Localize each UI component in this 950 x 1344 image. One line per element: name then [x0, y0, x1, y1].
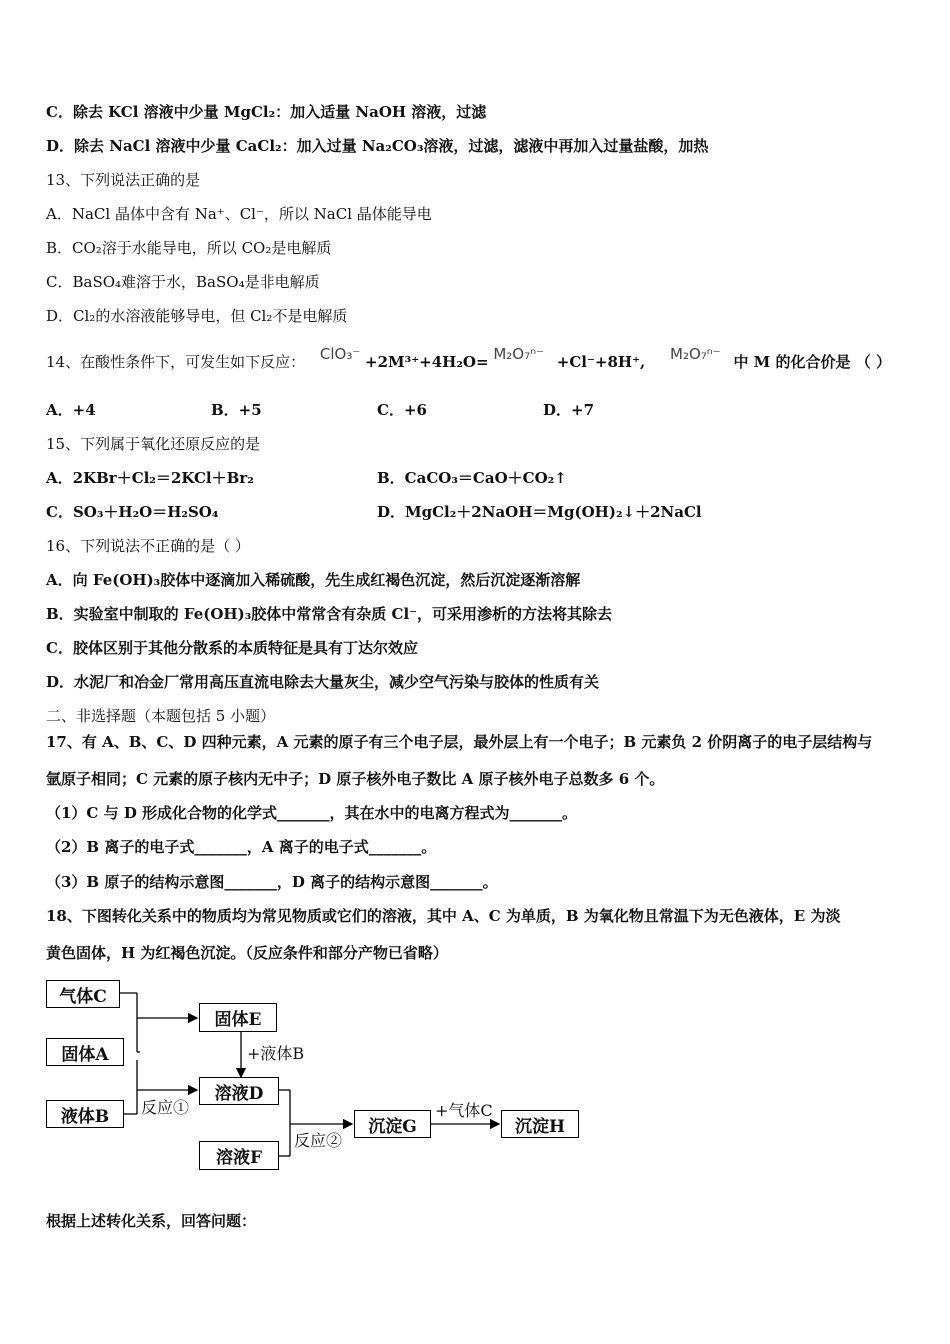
q16-option-a: A．向 Fe(OH)₃胶体中逐滴加入稀硫酸，先生成红褐色沉淀，然后沉淀逐渐溶解: [46, 571, 581, 589]
label-reaction-1: 反应①: [141, 1098, 190, 1117]
q15-option-a: A．2KBr＋Cl₂＝2KCl＋Br₂: [46, 469, 254, 487]
q14-m2o7-second: M₂O₇ⁿ⁻: [670, 345, 721, 363]
q14-m2o7: M₂O₇ⁿ⁻: [493, 345, 544, 363]
q14-suffix: 中 M 的化合价是 （ ）: [733, 353, 891, 371]
node-precip-h: 沉淀H: [501, 1110, 579, 1138]
q15-stem: 15、下列属于氧化还原反应的是: [46, 435, 261, 453]
q15-option-c: C．SO₃＋H₂O＝H₂SO₄: [46, 503, 219, 521]
node-precip-g: 沉淀G: [354, 1110, 431, 1138]
q17-part2: （2）B 离子的电子式_______，A 离子的电子式_______。: [46, 838, 437, 856]
q13-option-b: B．CO₂溶于水能导电，所以 CO₂是电解质: [46, 239, 332, 257]
node-gas-c: 气体C: [46, 980, 120, 1008]
q13-option-a: A．NaCl 晶体中含有 Na⁺、Cl⁻，所以 NaCl 晶体能导电: [46, 205, 432, 223]
q14-option-d: D．+7: [543, 401, 595, 419]
q16-option-d: D．水泥厂和冶金厂常用高压直流电除去大量灰尘，减少空气污染与胶体的性质有关: [46, 673, 600, 691]
q16-option-b: B．实验室中制取的 Fe(OH)₃胶体中常常含有杂质 Cl⁻，可采用渗析的方法将其除去: [46, 605, 613, 623]
q16-option-c: C．胶体区别于其他分散系的本质特征是具有丁达尔效应: [46, 639, 418, 657]
q14-option-a: A．+4: [46, 401, 96, 419]
label-reaction-2: 反应②: [294, 1131, 343, 1150]
label-plus-gas-c: +气体C: [435, 1101, 493, 1120]
q12-option-c: C．除去 KCl 溶液中少量 MgCl₂：加入适量 NaOH 溶液，过滤: [46, 103, 487, 121]
q14-mid1: +2M³⁺+4H₂O=: [365, 353, 489, 371]
node-solution-d: 溶液D: [199, 1077, 279, 1105]
q14-clo3: ClO₃⁻: [319, 345, 361, 363]
q14-option-b: B．+5: [211, 401, 262, 419]
q17-stem-line2: 氩原子相同；C 元素的原子核内无中子；D 原子核外电子数比 A 原子核外电子总数多 6 个。: [46, 770, 665, 788]
q18-question: 根据上述转化关系，回答问题：: [46, 1212, 257, 1230]
node-solid-e: 固体E: [199, 1003, 277, 1032]
q13-option-d: D．Cl₂的水溶液能够导电，但 Cl₂不是电解质: [46, 307, 348, 325]
q14-prefix: 14、在酸性条件下，可发生如下反应：: [46, 353, 306, 371]
q18-stem-line2: 黄色固体，H 为红褐色沉淀。（反应条件和部分产物已省略）: [46, 944, 448, 962]
q14-mid2: +Cl⁻+8H⁺,: [556, 353, 646, 371]
node-solid-a: 固体A: [46, 1038, 124, 1066]
q12-option-d: D．除去 NaCl 溶液中少量 CaCl₂：加入过量 Na₂CO₃溶液，过滤，滤液中再加入过量盐酸，加热: [46, 137, 709, 155]
section-heading: 二、非选择题（本题包括 5 小题）: [46, 707, 276, 725]
q13-stem: 13、下列说法正确的是: [46, 171, 201, 189]
q17-part3: （3）B 原子的结构示意图_______，D 离子的结构示意图_______。: [46, 873, 498, 891]
q15-option-d: D．MgCl₂＋2NaOH＝Mg(OH)₂↓＋2NaCl: [377, 503, 702, 521]
node-solution-f: 溶液F: [199, 1141, 279, 1170]
label-plus-liquid-b: +液体B: [247, 1044, 305, 1063]
q17-part1: （1）C 与 D 形成化合物的化学式_______，其在水中的电离方程式为_______。: [46, 804, 578, 822]
q16-stem: 16、下列说法不正确的是（ ）: [46, 537, 250, 555]
q18-stem-line1: 18、下图转化关系中的物质均为常见物质或它们的溶液，其中 A、C 为单质，B 为氧化物且常温下为无色液体，E 为淡: [46, 907, 841, 925]
q14-option-c: C．+6: [377, 401, 427, 419]
q15-option-b: B．CaCO₃＝CaO＋CO₂↑: [377, 469, 567, 487]
node-liquid-b: 液体B: [46, 1100, 124, 1128]
q17-stem-line1: 17、有 A、B、C、D 四种元素，A 元素的原子有三个电子层，最外层上有一个电子；B 元素负 2 价阴离子的电子层结构与: [46, 733, 873, 751]
q13-option-c: C．BaSO₄难溶于水，BaSO₄是非电解质: [46, 273, 320, 291]
